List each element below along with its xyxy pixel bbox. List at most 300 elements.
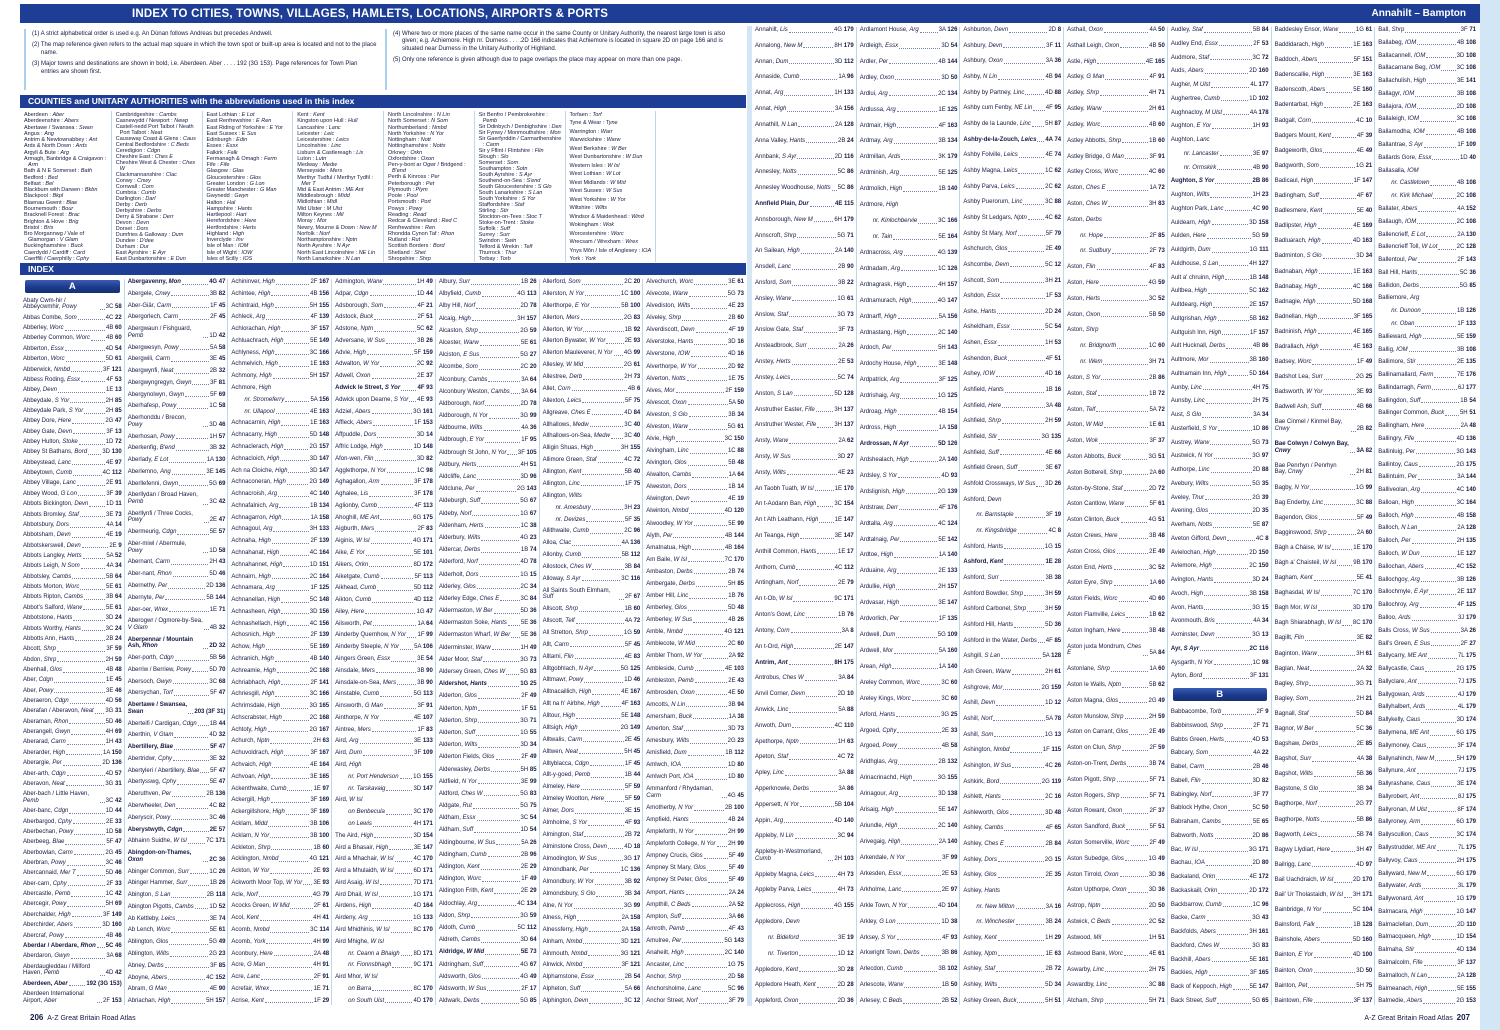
index-entry: Ashford in the Water, Derbs 4F 85 [963, 637, 1062, 644]
index-entry: Aldbrough St John, N Yor 3F 105 [438, 449, 537, 456]
county-abbreviation: Sir Benfro / Pembrokeshire : Pemb [478, 112, 548, 124]
index-entry: Alwinton, Nmbd 4D 120 [646, 508, 744, 515]
index-entry: Almondbank, Per 1C 136 [542, 867, 641, 874]
index-entry: All Saints South Elmham, Suff 2F 67 [542, 587, 641, 601]
index-entry: Achuvoldrach, High 3F 167 [231, 750, 330, 757]
index-entry: Aswarby, Linc 2H 75 [1067, 966, 1165, 973]
index-entry: Apethorpe, Nptn 1H 63 [755, 738, 854, 745]
county-abbreviation: Redcar & Cleveland : Red C [388, 218, 458, 225]
index-entry: Ammanford / Rhydaman, Carm 4G 45 [646, 786, 744, 799]
county-abbreviation: Central Bedfordshire : C Beds [115, 142, 189, 148]
county-abbreviation: Rutland : Rut [388, 237, 421, 244]
index-entry: Appersett, N Yor 5B 104 [755, 801, 854, 808]
index-entry: Abram, G Man 4E 90 [127, 986, 226, 993]
index-entry: Ballochmyle, E Ayr 2E 117 [1378, 589, 1476, 596]
index-entry: Allhallows-on-Sea, Medw 3C 40 [542, 433, 641, 440]
county-abbreviation [660, 184, 744, 190]
county-abbreviation: East Sussex : E Sus [206, 130, 257, 137]
index-entry: Ashkirk, Bord 2G 119 [963, 778, 1062, 785]
county-abbreviation: Halton : Hal [206, 199, 236, 206]
index-entry: Back Street, Suff 5G 65 [1170, 997, 1269, 1004]
index-entry: Apeton, Staf 4C 72 [755, 754, 854, 761]
index-entry: Achlorachan, High 3F 157 [231, 326, 330, 333]
index-entry: Abcott, Shrp 3F 59 [23, 646, 122, 653]
index-entry: Ampfield, Hants 4B 24 [646, 817, 744, 824]
index-entry: Auldgirth, Dum 1G 111 [1170, 247, 1269, 253]
county-abbreviation: Blackburn with Darwen : Bkbn [24, 187, 98, 194]
index-entry: Abingdon-on-Thames, Oxon 2C 36 [127, 850, 226, 863]
index-entry: Ambleston, Pemb 2E 43 [646, 677, 744, 684]
index-entry: Ardleigh, Essx 3D 54 [859, 42, 958, 49]
index-entry: Babbs Green, Herts 4D 53 [1170, 736, 1269, 743]
index-entry: Acle, Norf 4G 79 [231, 891, 330, 898]
index-entry: Annat, Arg 1H 133 [755, 90, 854, 97]
index-entry: Badenscallie, High 3E 163 [1274, 72, 1373, 79]
index-entry: Ackenthwaite, Cumb 1E 97 [231, 785, 330, 792]
index-entry: nr. Tiverton 1D 12 [768, 950, 854, 957]
index-entry: Allerthorpe, E Yor 5B 100 [542, 302, 641, 309]
index-entry: Ardlamont House, Arg 3A 126 [859, 27, 958, 33]
county-abbreviation: Brighton & Hove : Brig [24, 218, 79, 225]
index-column [331, 279, 435, 1005]
index-entry: Aston Flamville, Leics 1B 62 [1067, 612, 1165, 619]
index-entry: Avoch, High 3B 158 [1170, 590, 1269, 597]
county-abbreviation: Nottingham : Nott [388, 137, 431, 144]
index-entry: Achintee, High 4B 156 [231, 290, 330, 297]
index-entry: on Lewis 4H 171 [348, 820, 433, 827]
index-entry: Aldbury, Herts 4H 51 [438, 461, 537, 468]
index-entry: Aird a Mhachair, W Isl 4C 170 [335, 856, 433, 863]
index-entry: Alderton, Wilts 3D 34 [438, 742, 537, 749]
index-entry: Acocks Green, W Mid 2F 61 [231, 903, 330, 910]
index-entry: Allerton, Mers 2G 83 [542, 314, 641, 321]
index-entry: Ashfield, Here 3A 48 [963, 402, 1062, 409]
index-entry: Acrise, Kent 1F 29 [231, 997, 330, 1004]
index-entry: Alby Hill, Norf 2D 78 [438, 303, 537, 310]
index-entry: Alnessferry, High 2A 158 [542, 926, 641, 933]
index-entry: Auds, Abers 2D 160 [1170, 68, 1269, 75]
index-entry: Ambleside, Cumb 4E 103 [646, 665, 744, 672]
index-entry: Allexton, Leics 5F 75 [542, 397, 641, 404]
index-entry: Ambergate, Derbs 5H 85 [646, 580, 744, 587]
index-entry: Alcaig, High 3H 157 [438, 315, 537, 322]
index-entry: Alderford, Norf 4D 78 [438, 559, 537, 566]
index-entry: Aird a Bhasair, High 3E 147 [335, 844, 433, 851]
index-entry: Ball Hill, Hants 5C 36 [1378, 269, 1476, 276]
county-abbreviation: Fife : Fife [206, 162, 230, 168]
index-entry: Ballingry, Fife 4D 136 [1378, 436, 1476, 442]
index-entry: Ashley, Ches E 2B 84 [963, 841, 1062, 848]
county-abbreviation: Wrecsam / Wrexham : Wrex [569, 239, 639, 246]
index-entry: Aike, E Yor 5E 101 [335, 549, 433, 556]
index-entry: Anstruther Easter, Fife 3H 137 [755, 406, 854, 413]
index-entry: Appleby, N Lin 3C 94 [755, 833, 854, 840]
index-entry: Balmacqueen, High 1D 154 [1378, 934, 1476, 941]
county-abbreviation: North East Lincolnshire : NE Lin [297, 249, 376, 256]
county-abbreviation: East Ayrshire : E Ayr [115, 250, 166, 256]
index-entry: Achininver, High 2F 167 [231, 279, 330, 285]
index-entry: Acklam, Midd 3B 106 [231, 820, 330, 827]
index-entry: Babworth, Notts 2D 86 [1170, 832, 1269, 839]
index-entry: Ashby, N Lin 4B 94 [963, 73, 1062, 80]
index-entry: Ballyward, New M 6G 179 [1378, 870, 1476, 877]
index-entry: Backhill, Abers 5E 161 [1170, 956, 1269, 963]
index-entry: Arkholme, Lanc 2E 97 [859, 886, 958, 893]
index-entry: Ailsworth, Pet 1A 64 [335, 620, 433, 627]
county-abbreviation: Suffolk : Suff [478, 226, 510, 232]
index-entry: Aberriw / Berriew, Powy 5D 70 [127, 666, 226, 673]
index-entry: Alder Moor, Staf 3G 73 [438, 656, 537, 663]
index-entry: Arford, Hants 3G 25 [859, 711, 958, 718]
atlas-brand-right: A-Z Great Britain Road Atlas [1364, 1015, 1453, 1022]
index-entry: Aultguish Inn, High 1F 157 [1170, 329, 1269, 336]
index-entry: Ballingham, Here 2A 48 [1378, 423, 1476, 430]
county-abbreviation: Hartlepool : Hart [206, 212, 247, 218]
page-range: Annahilt – Bampton [1371, 8, 1466, 19]
index-entry: Arlesey, C Beds 2B 52 [859, 998, 958, 1005]
index-entry: Austerfield, S Yor 1D 86 [1170, 425, 1269, 432]
index-entry: Asheldham, Essx 5C 54 [963, 324, 1062, 331]
index-entry: Aldringham, Suff 4G 67 [438, 961, 537, 968]
index-entry: Aberyscir, Powy 3C 46 [127, 814, 226, 821]
index-entry: Advie, High 5F 159 [335, 349, 433, 356]
index-entry: Bagnall, Staf 5D 84 [1274, 710, 1373, 717]
index-entry: Annfield Plain, Dur 4E 115 [755, 200, 854, 207]
counties-column [202, 111, 293, 262]
index-entry: Ach na Cloiche, High 3D 147 [231, 467, 330, 474]
index-entry: Aldon, Shrp 3G 59 [438, 912, 537, 919]
county-abbreviation: Wokingham : Wok [569, 222, 615, 229]
county-abbreviation: North Lincolnshire : N Lin [388, 112, 450, 118]
index-entry: Abertyleri / Abertillery, Blae 5F 47 [127, 767, 226, 774]
index-entry: Ballards Gore, Essx 1D 40 [1378, 154, 1476, 161]
index-entry: Alloa, Clac 4A 136 [542, 540, 641, 547]
index-entry: Acomb, Nmbd 3C 114 [231, 926, 330, 933]
index-entry: Ballinluig, Per 3G 143 [1378, 448, 1476, 455]
index-entry: Aberaman, Rhon 5D 46 [23, 718, 122, 725]
index-entry: Ardnagrask, High 4H 157 [859, 281, 958, 288]
index-entry: Ballimore, Stir 2E 135 [1378, 359, 1476, 366]
index-entry: Bagwy Llydiart, Here 3H 47 [1274, 846, 1373, 853]
county-abbreviation: West Dunbartonshire : W Dun [569, 154, 643, 161]
index-entry: Almondbury, W Yor 3B 92 [542, 879, 641, 886]
index-entry: Bae Cinmel / Kinmel Bay, Cnwy 2B 82 [1274, 419, 1373, 433]
index-entry: Aulden, Here 5G 59 [1170, 233, 1269, 240]
index-entry: Anston, S Lan 5D 128 [755, 390, 854, 397]
index-entry: Allgreave, Ches E 4D 84 [542, 409, 641, 416]
index-entry: Amblecote, W Mid 2C 60 [646, 641, 744, 648]
county-abbreviation: Leicestershire : Leics [297, 137, 349, 144]
index-entry: Aberchirder, Abers 3D 160 [23, 922, 122, 929]
index-entry: Appleby Magna, Leics 4H 73 [755, 871, 854, 878]
index-entry: Aston Munslow, Shrp 2H 59 [1067, 713, 1165, 720]
index-entry: Abington, S Lan 2B 118 [127, 892, 226, 899]
index-entry: Am Baile, W Isl 7C 170 [646, 556, 744, 563]
index-entry: nr. Barnstaple 3F 19 [976, 512, 1062, 519]
index-entry: Aconbury, Here 2A 48 [231, 950, 330, 957]
index-entry: Abbey Village, Lanc 2E 91 [23, 480, 122, 487]
index-entry: Alltyblacca, Cdgn 1F 45 [542, 760, 641, 767]
index-entry: Aglionby, Cumb 4F 113 [335, 502, 433, 509]
index-entry: Aldington, Worc 1F 49 [438, 876, 537, 883]
index-entry: Amerton, Staf 3D 73 [646, 725, 744, 732]
index-entry: Achnamara, Arg 1F 125 [231, 585, 330, 592]
index-entry: Alyth, Per 4B 144 [646, 532, 744, 539]
index-entry: Ashley, Staf 2B 72 [963, 966, 1062, 973]
index-entry: Aston, Shrp [1067, 327, 1099, 334]
county-abbreviation: Sir y Fflint / Flintshire : Flin [478, 148, 544, 154]
index-entry: nr. Ceann a Bhaigh 8D 171 [348, 950, 433, 957]
index-entry: Aber-carn, Cphy 2F 33 [23, 880, 122, 887]
index-entry: Ballywater, Ards 3L 179 [1378, 883, 1476, 890]
index-entry: Aberdeen, Aber 192 (3G 153) [23, 980, 122, 987]
index-column [1167, 27, 1271, 1005]
county-abbreviation: Kent : Kent [297, 112, 325, 118]
county-abbreviation: Dumfries & Galloway : Dum [115, 232, 184, 238]
index-entry: Abersoch, Gwyn 3C 68 [127, 678, 226, 685]
county-abbreviation: Ards & North Down : Ards [24, 143, 87, 150]
index-entry: Badentarbat, High 2E 163 [1274, 102, 1373, 109]
index-entry: Ashford, Hants 1G 15 [963, 543, 1062, 550]
index-entry: Ampthill, C Beds 2A 52 [646, 901, 744, 908]
index-entry: Acre, Lanc 2F 91 [231, 974, 330, 981]
index-entry: Anstruther Wester, Fife 3H 137 [755, 422, 854, 429]
county-abbreviation: Midlothian : Midl [297, 199, 337, 206]
index-entry: Annan, Dum 3D 112 [755, 58, 854, 65]
index-entry: Ahoghill, ME Ant 6G 175 [335, 514, 433, 521]
county-abbreviation: Surrey : Surr [478, 232, 510, 238]
index-entry: Ampleforth, N Yor 2H 99 [646, 829, 744, 836]
index-entry: Ballycastle, Caus 2G 175 [1378, 666, 1476, 673]
index-entry: Ackton, W Yor 2E 93 [231, 868, 330, 875]
county-abbreviation: Stoke-on-Trent : Stoke [478, 220, 534, 226]
index-entry: nr. Amesbury 3H 23 [555, 504, 641, 511]
index-entry: Ballabeg, IOM 4B 108 [1378, 39, 1476, 46]
county-abbreviation: Gwynedd : Gwyn [206, 193, 249, 200]
index-entry: Ashford, Surr 3B 38 [963, 574, 1062, 581]
index-entry: All Stretton, Shrp 1G 59 [542, 629, 641, 636]
index-entry: Aikton, Cumb 4D 112 [335, 597, 433, 604]
index-entry: Aston Rowant, Oxon 2F 37 [1067, 808, 1165, 815]
index-entry: Aveton Gifford, Devn 4C 8 [1170, 535, 1269, 542]
index-entry: Arisaig, High 5E 147 [859, 807, 958, 814]
index-entry: Amotherby, N Yor 2B 100 [646, 804, 744, 811]
index-entry: Anstey, Herts 2E 53 [755, 359, 854, 366]
index-entry: Anchor, Shrp 2D 58 [646, 974, 744, 981]
county-abbreviation: Warwickshire : Warw [569, 137, 621, 144]
index-entry: An t-Aodann Ban, High 3C 154 [755, 501, 854, 508]
index-entry: Ardwell, Mor 5A 160 [859, 647, 958, 654]
index-entry: Aunsby, Linc 2H 75 [1170, 398, 1269, 405]
index-entry: Achnaconeran, High 2G 149 [231, 479, 330, 486]
index-entry: Badgeworth, Glos 4E 49 [1274, 147, 1373, 154]
index-entry: Ardrishaig, Arg 1G 125 [859, 393, 958, 400]
index-entry: Almeley, Here 5F 59 [542, 784, 641, 791]
county-abbreviation: Northamptonshire : Nptn [297, 237, 358, 244]
index-entry: Abberton, Essx 4D 54 [23, 345, 122, 352]
county-abbreviation: Sir Ddinbych / Denbighshire : Den [478, 124, 562, 130]
index-entry: Ballencrieff Toll, W Lot 2C 128 [1378, 244, 1476, 251]
index-entry: Aston, Staf 1B 72 [1067, 390, 1165, 397]
index-entry: Aughton, S Yor 2B 86 [1170, 178, 1269, 185]
index-entry: Annesley, Notts 5C 86 [755, 169, 854, 176]
county-abbreviation: Lincolnshire : Linc [297, 143, 342, 150]
county-abbreviation: Buckinghamshire : Buck [24, 243, 84, 250]
index-entry: Alves, Mor 2F 159 [646, 387, 744, 394]
index-entry: Aberllynfi / Three Cocks, Powy 2E 47 [127, 510, 226, 524]
county-abbreviation: Inverclyde : Inv [206, 237, 244, 243]
index-entry: Abernethy, Per 2D 136 [127, 582, 226, 589]
index-entry: Baghasdal, W Isl 7C 170 [1274, 590, 1373, 597]
index-entry: Babbinswood, Shrp 2F 71 [1170, 722, 1269, 729]
index-entry: Ardnadam, Arg 1C 126 [859, 265, 958, 272]
county-abbreviation: Mid Ulster : M Ulst [297, 205, 343, 212]
index-entry: Amroth, Pemb 4F 43 [646, 925, 744, 932]
index-entry: Badnabay, High 4C 166 [1274, 283, 1373, 290]
index-entry: Achnanellan, High 5C 148 [231, 597, 330, 604]
index-entry: Bainshole, Abers 5D 160 [1274, 937, 1373, 944]
index-entry: Bainton, E Yor 4D 100 [1274, 952, 1373, 959]
index-entry: Achnacroish, Arg 4C 140 [231, 491, 330, 498]
notes-left [24, 29, 385, 90]
index-entry: Balliveolan, Arg 4C 140 [1378, 487, 1476, 494]
counties-column [655, 111, 746, 262]
index-entry: Bablock Hythe, Oxon 5C 50 [1170, 805, 1269, 812]
counties-column [292, 111, 383, 262]
index-entry: Amberley, W Sus 4B 26 [646, 617, 744, 624]
index-entry: Ballacarnane Beg, IOM 3C 108 [1378, 65, 1476, 72]
index-column [1063, 27, 1167, 1005]
index-entry: Ashby Puerorum, Linc 3C 88 [963, 199, 1062, 206]
index-entry: Aldford, Ches W 5G 83 [438, 790, 537, 797]
index-entry: Ballyscullion, Caus 3C 174 [1378, 832, 1476, 839]
index-entry: Ballingdon, Suff 1B 54 [1378, 397, 1476, 404]
county-abbreviation: Mid & East Antrim : ME Ant [297, 186, 364, 193]
index-entry: Ardslignish, High 2G 139 [859, 488, 958, 495]
index-entry: Aldenham, Herts 1C 38 [438, 522, 537, 529]
index-entry: Ardmair, High 4F 163 [859, 122, 958, 129]
index-entry: Ardmolich, High 1B 140 [859, 186, 958, 193]
index-entry: Aiginis, W Isl 4G 171 [335, 538, 433, 545]
index-entry: nr. Devizes 5F 35 [555, 516, 641, 523]
index-entry: Ardlussa, Arg 1E 125 [859, 106, 958, 113]
index-entry: Achintraid, High 5H 155 [231, 302, 330, 309]
index-entry: Astley, G Man 4F 91 [1067, 74, 1165, 81]
county-abbreviation: Ynys Môn / Isle of Anglesey : IOA [569, 247, 652, 254]
index-entry: Abney, Derbs 3F 85 [127, 962, 226, 969]
index-entry: Aird, Arg 3E 133 [335, 738, 433, 745]
index-entry: Aberllydan / Broad Haven, Pemb 3C 42 [127, 492, 226, 506]
index-entry: Adziel, Abers 3G 161 [335, 408, 433, 415]
index-entry: Anchorsholme, Lanc 5C 96 [646, 986, 744, 993]
index-entry: Acol, Kent 4H 41 [231, 915, 330, 922]
index-entry: Achow, High 5E 169 [231, 644, 330, 651]
page-number-left: 206 [30, 1013, 44, 1022]
index-entry: Ardtalnaig, Per 5E 142 [859, 536, 958, 543]
index-entry: Bac, W Isl 3G 171 [1170, 846, 1269, 853]
county-abbreviation: Thurrock : Thur [478, 250, 517, 256]
index-entry: Aber-porth, Cdgn 5B 56 [127, 655, 226, 662]
index-entry: Ardmore, High [859, 202, 899, 209]
page-number-right: 207 [1456, 1013, 1470, 1022]
index-entry: Aberystwyth, Cdgn 2E 57 [127, 826, 226, 833]
index-entry: Achscrabster, High 2C 168 [231, 714, 330, 721]
county-abbreviation: Derbyshire : Derbs [115, 208, 162, 214]
index-entry: Acrefair, Wrex 1E 71 [231, 985, 330, 992]
index-entry: Alphamstone, Essx 2B 54 [542, 974, 641, 981]
index-heading: INDEX [20, 263, 746, 275]
index-entry: Badnagie, High 5D 168 [1274, 298, 1373, 305]
index-entry: Alwington, Devn 4E 19 [646, 496, 744, 503]
index-entry: Abermeurig, Cdgn 5E 57 [127, 529, 226, 536]
county-abbreviation: Western Isles : W Isl [569, 162, 620, 169]
index-entry: Badgers Mount, Kent 4F 39 [1274, 132, 1373, 139]
index-entry: Almeley Wootton, Here 5F 59 [542, 796, 641, 803]
index-entry: Ashfold Crossways, W Sus 3D 26 [963, 481, 1062, 488]
index-entry: Aberaeron, Cdgn 4D 56 [23, 698, 122, 705]
index-entry: Achmony, High 5H 157 [231, 373, 330, 380]
index-entry: Adwick le Street, S Yor 4F 93 [335, 385, 433, 392]
index-entry: Aberbeeg, Blae 5F 47 [23, 839, 122, 846]
index-entry: Ashchurch, Glos 2E 49 [963, 246, 1062, 253]
index-entry: Aston, Wok 3F 37 [1067, 438, 1165, 445]
county-abbreviation: Herefordshire : Here [206, 218, 257, 225]
index-entry: Aird, W Isl [335, 797, 363, 804]
index-entry: An t-Ob, W Isl 9C 171 [755, 596, 854, 603]
index-entry: Aberthin, V Glam 4D 32 [127, 732, 226, 739]
index-entry: Baddesley Ensor, Warw 1G 61 [1274, 27, 1373, 33]
index-entry: Ariundle, High 2C 140 [859, 823, 958, 830]
index-entry: Arlecdon, Cumb 3B 102 [859, 966, 958, 973]
index-entry: Aston End, Herts 3C 52 [1067, 564, 1165, 571]
index-entry: Allerford, Som 2C 20 [542, 279, 641, 285]
index-entry: Abercegir, Powy 5H 69 [23, 901, 122, 908]
county-abbreviation: Slough : Slo [478, 154, 509, 160]
county-abbreviation: Aberdeen : Aber [24, 112, 65, 118]
index-entry: Appleford, Oxon 2D 36 [755, 998, 854, 1005]
index-entry: Achnahannet, High 1D 151 [231, 561, 330, 568]
index-entry: nr. Hope 2F 85 [1080, 232, 1165, 239]
index-entry: Bagshot, Surr 4A 38 [1274, 756, 1373, 763]
index-entry: Ardullie, High 2H 157 [859, 584, 958, 591]
index-entry: Alltsigh, High 2G 149 [542, 724, 641, 731]
county-abbreviation: South Lanarkshire : S Lan [478, 190, 543, 196]
index-entry: Alness, High 2A 158 [542, 914, 641, 921]
index-entry: The Aird, High 3D 154 [335, 832, 433, 839]
index-entry: Abbot's Salford, Warw 5E 61 [23, 604, 122, 611]
index-entry: Abergwili, Carm 3E 45 [127, 356, 226, 363]
index-entry: Achriabhach, High 2F 141 [231, 679, 330, 686]
index-entry: Alvingham, Linc 1C 88 [646, 448, 744, 455]
index-entry: Ardnastang, High 2C 140 [859, 329, 958, 336]
index-entry: Achrimsdale, High 3G 165 [231, 703, 330, 710]
index-entry: Alvie, High 3C 150 [646, 436, 744, 443]
index-entry: Arksey, S Yor 4F 93 [859, 934, 958, 941]
index-entry: Ainsworth, G Man 3F 91 [335, 703, 433, 710]
index-entry: Ardtoe, High 1A 140 [859, 552, 958, 559]
county-abbreviation: Causeway Coast & Glens : Caus [115, 136, 196, 142]
index-entry: Aultnamain Inn, High 5D 164 [1170, 370, 1269, 377]
index-entry: Ballyvoy, Caus 2H 175 [1378, 857, 1476, 864]
index-entry: Aston Crews, Here 3B 48 [1067, 533, 1165, 539]
index-entry: Alltwen, Neat 5H 45 [542, 748, 641, 755]
index-entry: Arinacrinachd, High 3G 155 [859, 775, 958, 782]
index-entry: Abbots Leigh, N Som 4A 34 [23, 563, 122, 570]
index-entry: Alveston, Warw 5G 61 [646, 423, 744, 430]
index-entry: Allerton Mauleverer, N Yor 4G 99 [542, 350, 641, 357]
index-entry: Ardnamurach, High 4G 147 [859, 297, 958, 304]
index-entry: Alne, N Yor 3G 99 [542, 903, 641, 910]
